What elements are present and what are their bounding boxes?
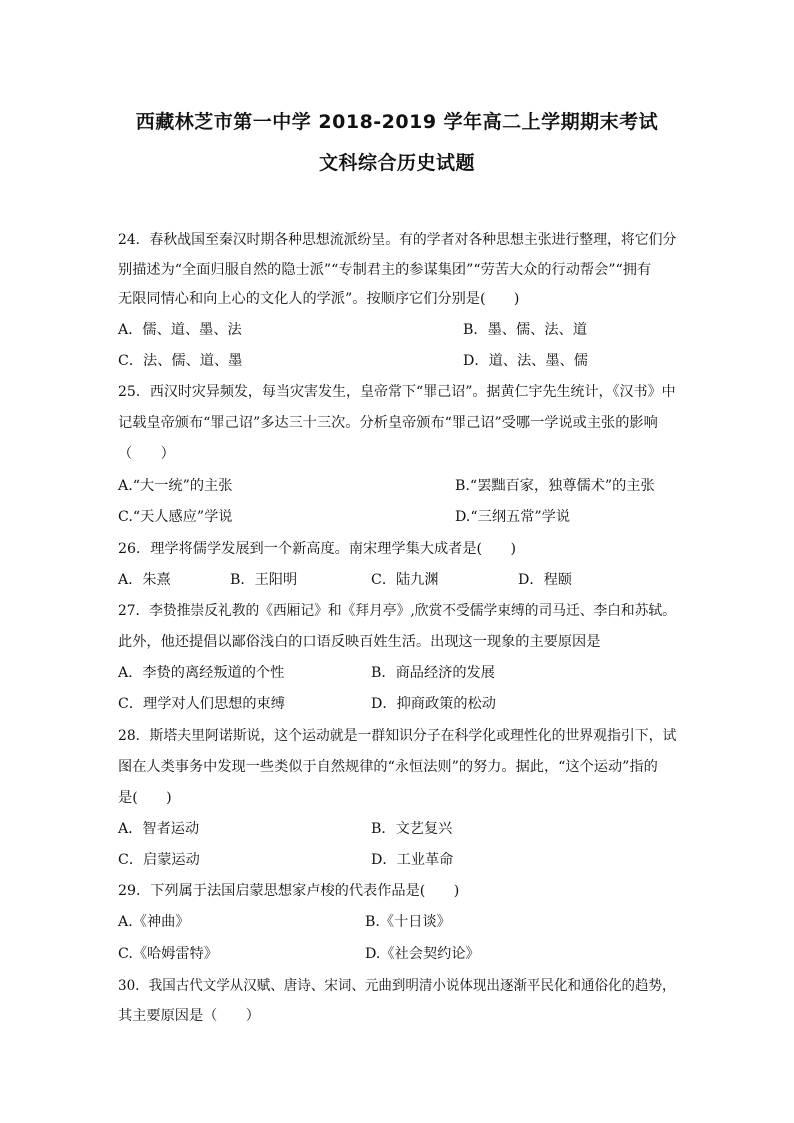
question-26-option-b: B．王阳明 [230,572,298,588]
question-27-option-d: D．抑商政策的松动 [371,696,496,712]
question-27-option-c: C．理学对人们思想的束缚 [118,696,285,712]
question-25-line-1: 25．西汉时灾异频发，每当灾害发生，皇帝常下“罪己诏”。据黄仁宇先生统计，《汉书》中 [118,384,676,400]
question-24-option-d: D．道、法、墨、儒 [463,353,588,369]
question-30-line-2: 其主要原因是（ ） [118,1008,260,1024]
question-29-option-c: C.《哈姆雷特》 [118,946,218,962]
question-28-option-a: A．智者运动 [118,821,200,837]
question-29-line-1: 29．下列属于法国启蒙思想家卢梭的代表作品是( ) [118,883,460,899]
question-28-line-2: 图在人类事务中发现一些类似于自然规律的“永恒法则”的努力。据此，“这个运动”指的 [118,759,658,775]
question-28-line-1: 28．斯塔夫里阿诺斯说，这个运动就是一群知识分子在科学化或理性化的世界观指引下，试 [118,728,677,744]
question-26-option-d: D．程颐 [518,572,572,588]
question-24-line-1: 24．春秋战国至秦汉时期各种思想流派纷呈。有的学者对各种思想主张进行整理，将它们分 [118,232,677,248]
question-25-option-c: C.“天人感应”学说 [118,509,233,525]
question-28-option-b: B．文艺复兴 [371,821,453,837]
question-29-option-a: A.《神曲》 [118,914,190,930]
exam-title: 西藏林芝市第一中学 2018-2019 学年高二上学期期末考试 [135,111,659,133]
question-25-option-b: B.“罢黜百家，独尊儒术”的主张 [455,478,655,494]
question-29-option-b: B.《十日谈》 [365,914,451,930]
question-24-option-b: B．墨、儒、法、道 [463,322,587,338]
question-28-line-3: 是( ) [118,790,172,806]
question-25-option-d: D.“三纲五常”学说 [455,509,571,525]
question-24-option-c: C．法、儒、道、墨 [118,353,243,369]
question-27-line-2: 此外，他还提倡以鄙俗浅白的口语反映百姓生活。出现这一现象的主要原因是 [118,634,601,650]
question-27-line-1: 27．李贽推崇反礼教的《西厢记》和《拜月亭》,欣赏不受儒学束缚的司马迁、李白和苏轼。 [118,603,676,619]
question-26-option-a: A．朱熹 [118,572,171,588]
question-27-option-b: B．商品经济的发展 [371,665,495,681]
question-24-option-a: A．儒、道、墨、法 [118,322,242,338]
question-24-line-2: 别描述为“全面归服自然的隐士派”“专制君主的参谋集团”“劳苦大众的行动帮会”“拥有 [118,262,652,278]
question-25-option-a: A.“大一统”的主张 [118,478,233,494]
question-28-option-c: C．启蒙运动 [118,852,200,868]
question-26-option-c: C．陆九渊 [371,572,439,588]
question-25-line-3: （ ） [118,446,175,462]
question-25-line-2: 记载皇帝颁布“罪己诏”多达三十三次。分析皇帝颁布“罪己诏”受哪一学说或主张的影响 [118,415,658,431]
question-29-option-d: D.《社会契约论》 [365,946,480,962]
question-26-line-1: 26．理学将儒学发展到一个新高度。南宋理学集大成者是( ) [118,541,517,557]
question-24-line-3: 无限同情心和向上心的文化人的学派”。按顺序它们分别是( ) [118,291,520,307]
question-28-option-d: D．工业革命 [371,852,454,868]
exam-subtitle: 文科综合历史试题 [318,152,475,174]
question-30-line-1: 30．我国古代文学从汉赋、唐诗、宋词、元曲到明清小说体现出逐渐平民化和通俗化的趋势， [118,978,676,994]
question-27-option-a: A．李贽的离经叛道的个性 [118,665,285,681]
